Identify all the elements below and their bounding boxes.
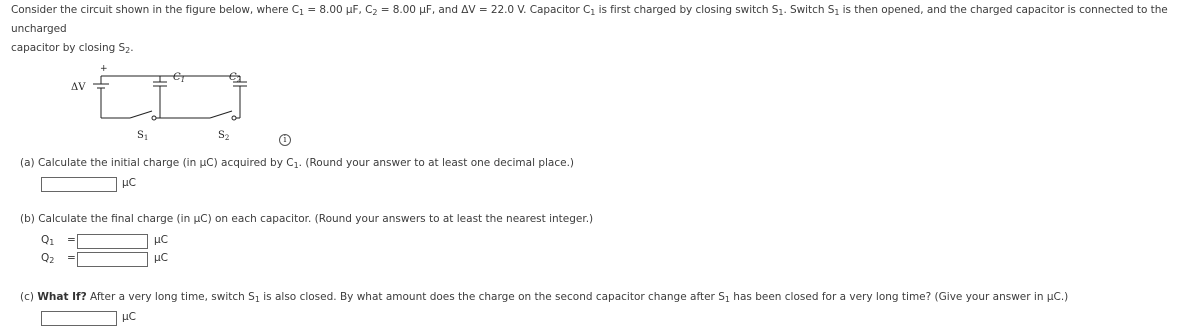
- problem-text: . Switch S: [783, 4, 835, 16]
- part-a-question: (a) Calculate the initial charge (in μC) acquired by $C_1$. (Round your answer to at least one decimal place.): [20, 157, 575, 170]
- subscript: 2: [125, 46, 131, 55]
- part-b-question: (b) Calculate the final charge (in μC) on each capacitor. (Round your answers to at least the nearest integer.): [20, 213, 594, 225]
- part-c-question: (c) What If? After a very long time, switch $S_1$ is also closed. By what amount does the charge on the second capacitor change after $S_1$ has been closed for a very long time? (Give your answer in μC.): [20, 291, 1069, 304]
- q2-answer-input[interactable]: [77, 252, 148, 267]
- q1-equals: =: [67, 234, 76, 246]
- q2-equals: =: [67, 252, 76, 264]
- switch-s2-contact: [232, 116, 236, 120]
- part-a-unit: μC: [122, 177, 137, 189]
- problem-text: is first charged by closing switch S: [595, 4, 779, 16]
- problem-text: .: [130, 42, 134, 54]
- q2-unit: μC: [154, 252, 169, 264]
- part-c-unit: μC: [122, 311, 137, 323]
- circuit-figure: [60, 56, 340, 156]
- problem-text: = 8.00 μF, C: [304, 4, 373, 16]
- subscript: 1: [834, 8, 840, 17]
- part-a-answer-input[interactable]: [41, 177, 117, 192]
- q1-label: $Q_1$: [41, 234, 55, 247]
- battery-plus-label: +: [100, 64, 108, 74]
- problem-text: Consider the circuit shown in the figure below, where C: [11, 4, 300, 16]
- s1-label: $S_1$: [137, 130, 149, 142]
- q1-answer-input[interactable]: [77, 234, 148, 249]
- c1-label: $C_1$: [173, 72, 186, 84]
- subscript: 1: [778, 8, 784, 17]
- s2-label: $S_2$: [218, 130, 230, 142]
- problem-text: = 8.00 μF, and ΔV = 22.0 V. Capacitor C: [377, 4, 591, 16]
- subscript: 1: [590, 8, 596, 17]
- c2-label: $C_2$: [229, 72, 242, 84]
- switch-s2-blade: [210, 111, 232, 118]
- switch-s1-contact: [152, 116, 156, 120]
- delta-v-label: ΔV: [71, 82, 86, 93]
- info-icon[interactable]: i: [279, 134, 291, 146]
- problem-statement: [11, 1, 1197, 58]
- switch-s1-blade: [130, 111, 152, 118]
- problem-text: is then opened, and the charged capacitor is connected to the uncharged: [11, 4, 1168, 35]
- q1-unit: μC: [154, 234, 169, 246]
- subscript: 1: [299, 8, 305, 17]
- part-c-answer-input[interactable]: [41, 311, 117, 326]
- subscript: 2: [372, 8, 378, 17]
- problem-text: capacitor by closing S: [11, 42, 126, 54]
- circuit-diagram: [60, 56, 340, 156]
- q2-label: $Q_2$: [41, 252, 55, 265]
